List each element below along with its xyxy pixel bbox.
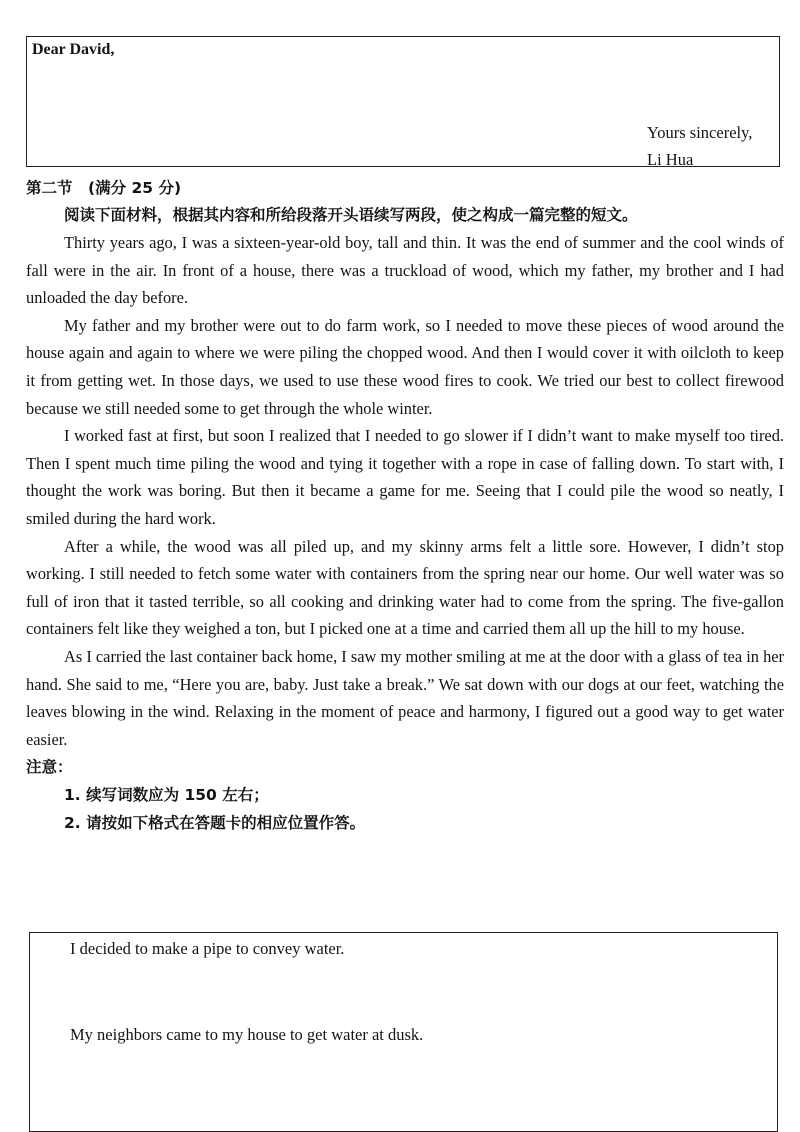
section-title: 第二节 (满分 25 分) bbox=[26, 179, 182, 197]
note-item-1: 1. 续写词数应为 150 左右； bbox=[64, 786, 269, 805]
note-item-2: 2. 请按如下格式在答题卡的相应位置作答。 bbox=[64, 814, 366, 833]
story-paragraph-4: After a while, the wood was all piled up, and my skinny arms felt a little sore. However, I didn’t stop working. I still needed to fetch some water with containers from the spring near our home. Our well water was so full of iron that it tasted terrible, so all cooking and drinking water had to come from the spring. The five-gallon containers felt like they weighed a ton, but I picked one at a time and carried them all up the hill to my house. bbox=[26, 536, 784, 639]
story-paragraph-5: As I carried the last container back home, I saw my mother smiling at me at the door with a glass of tea in her hand. She said to me, “Here you are, baby. Just take a break.” We sat down with our dogs at our feet, watching the leaves blowing in the wind. Relaxing in the moment of peace and harmony, I figured out a good way to get water easier. bbox=[26, 646, 784, 749]
letter-salutation: Dear David, bbox=[32, 41, 115, 58]
letter-closing-block bbox=[647, 119, 752, 173]
continuation-writing-section bbox=[26, 175, 784, 837]
paragraph-starter-1: I decided to make a pipe to convey water. bbox=[70, 939, 345, 958]
answer-box bbox=[29, 932, 778, 1132]
note-title: 注意： bbox=[26, 758, 73, 777]
section-instruction: 阅读下面材料，根据其内容和所给段落开头语续写两段，使之构成一篇完整的短文。 bbox=[64, 206, 638, 224]
letter-signature: Li Hua bbox=[647, 150, 694, 169]
letter-closing: Yours sincerely, bbox=[647, 123, 753, 142]
letter-box bbox=[26, 36, 780, 167]
story-paragraph-1: Thirty years ago, I was a sixteen-year-old boy, tall and thin. It was the end of summer and the cool winds of fall were in the air. In front of a house, there was a truckload of wood, which my father, my brother and I had unloaded the day before. bbox=[26, 233, 784, 308]
paragraph-starter-2: My neighbors came to my house to get water at dusk. bbox=[70, 1025, 424, 1044]
story-paragraph-3: I worked fast at first, but soon I realized that I needed to go slower if I didn’t want to make myself too tired. Then I spent much time piling the wood and tying it together with a rope in case of falling down. To start with, I thought the work was boring. But then it became a game for me. Seeing that I could pile the wood so neatly, I smiled during the hard work. bbox=[26, 426, 784, 528]
story-paragraph-2: My father and my brother were out to do farm work, so I needed to move these pieces of wood around the house again and again to where we were piling the chopped wood. And then I would cover it with oilcloth to keep it from getting wet. In those days, we used to use these wood fires to cook. We tried our best to collect firewood because we still needed some to get through the whole winter. bbox=[26, 315, 784, 418]
